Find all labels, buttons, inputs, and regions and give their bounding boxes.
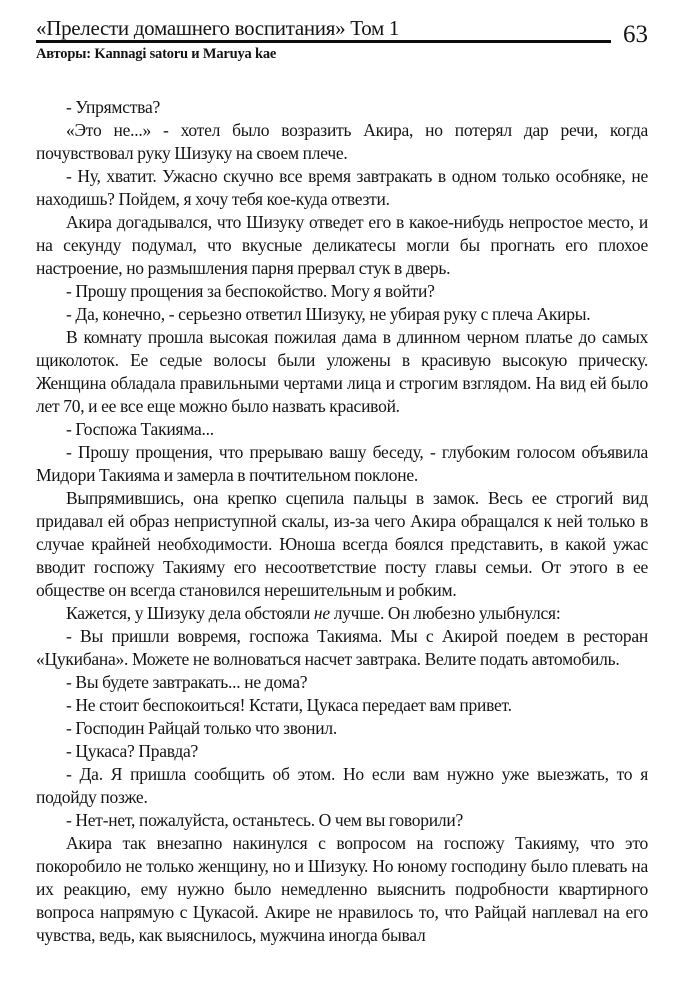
text-run: - Ну, хватит. Ужасно скучно все время завтракать в одном только особняке, не находишь? Пойдем, я хочу тебя кое-куда отвезти. bbox=[36, 166, 648, 210]
page-header bbox=[36, 16, 648, 48]
paragraph bbox=[36, 441, 648, 487]
page-title: «Прелести домашнего воспитания» Том 1 bbox=[36, 16, 400, 40]
paragraph bbox=[36, 280, 648, 303]
text-run: - Упрямства? bbox=[66, 97, 160, 118]
text-run: Кажется, у Шизуку дела обстояли bbox=[66, 603, 314, 624]
text-run: «Это не...» - хотел было возразить Акира, но потерял дар речи, когда почувствовал руку Шизуку на своем плече. bbox=[36, 120, 648, 164]
text-run: В комнату прошла высокая пожилая дама в длинном черном платье до самых щиколоток. Ее седые волосы были уложены в красивую высокую прическу. Женщина обладала правильными чертами лица и строгим взглядом. На вид ей было лет 70, и ее все еще можно было назвать красивой. bbox=[36, 327, 648, 417]
text-run: Акира так внезапно накинулся с вопросом на госпожу Такияму, что это покоробило не только женщину, но и Шизуку. Но юному господину было плевать на их реакцию, ему нужно было немедленно выяснить подробности квартирного вопроса напрямую с Цукасой. Акире не нравилось то, что Райцай наплевал на его чувства, ведь, как выяснилось, мужчина иногда бывал bbox=[36, 833, 648, 946]
paragraph bbox=[36, 96, 648, 119]
text-run: Выпрямившись, она крепко сцепила пальцы в замок. Весь ее строгий вид придавал ей образ неприступной скалы, из-за чего Акира обращался к ней только в случае крайней необходимости. Юноша всегда боялся представить, в какой ужас вводит госпожу Такияму его несоответствие посту главы семьи. От этого в ее обществе он всегда становился нерешительным и робким. bbox=[36, 488, 648, 601]
paragraph bbox=[36, 211, 648, 280]
paragraph bbox=[36, 487, 648, 602]
text-run: - Прошу прощения за беспокойство. Могу я войти? bbox=[66, 281, 435, 302]
paragraph bbox=[36, 832, 648, 947]
paragraph bbox=[36, 671, 648, 694]
text-run: не bbox=[313, 603, 330, 624]
paragraph bbox=[36, 763, 648, 809]
text-run: - Вы пришли вовремя, госпожа Такияма. Мы с Акирой поедем в ресторан «Цукибана». Можете не волноваться насчет завтрака. Велите подать автомобиль. bbox=[36, 626, 648, 670]
paragraph bbox=[36, 326, 648, 418]
text-run: - Цукаса? Правда? bbox=[66, 741, 199, 762]
paragraph bbox=[36, 119, 648, 165]
header-rule bbox=[36, 17, 611, 43]
text-run: - Да, конечно, - серьезно ответил Шизуку, не убирая руку с плеча Акиры. bbox=[66, 304, 591, 325]
paragraph bbox=[36, 740, 648, 763]
text-run: - Да. Я пришла сообщить об этом. Но если вам нужно уже выезжать, то я подойду позже. bbox=[36, 764, 648, 808]
paragraph bbox=[36, 809, 648, 832]
text-run: Акира догадывался, что Шизуку отведет его в какое-нибудь непростое место, и на секунду подумал, что вкусные деликатесы могли бы прогнать его плохое настроение, но размышления парня прервал стук в дверь. bbox=[36, 212, 648, 279]
authors-line: Авторы: Kannagi satoru и Maruya kae bbox=[36, 46, 277, 63]
paragraph bbox=[36, 165, 648, 211]
paragraph bbox=[36, 602, 648, 625]
page-number: 63 bbox=[623, 20, 648, 48]
text-run: - Не стоит беспокоиться! Кстати, Цукаса передает вам привет. bbox=[66, 695, 512, 716]
text-run: - Прошу прощения, что прерываю вашу беседу, - глубоким голосом объявила Мидори Такияма и замерла в почтительном поклоне. bbox=[36, 442, 648, 486]
paragraph bbox=[36, 717, 648, 740]
text-run: - Вы будете завтракать... не дома? bbox=[66, 672, 308, 693]
paragraph bbox=[36, 418, 648, 441]
paragraph bbox=[36, 625, 648, 671]
text-run: - Господин Райцай только что звонил. bbox=[66, 718, 337, 739]
text-run: - Госпожа Такияма... bbox=[66, 419, 214, 440]
text-run: лучше. Он любезно улыбнулся: bbox=[329, 603, 561, 624]
paragraph bbox=[36, 303, 648, 326]
paragraph bbox=[36, 694, 648, 717]
text-run: - Нет-нет, пожалуйста, останьтесь. О чем вы говорили? bbox=[66, 810, 464, 831]
body-text bbox=[36, 96, 648, 947]
